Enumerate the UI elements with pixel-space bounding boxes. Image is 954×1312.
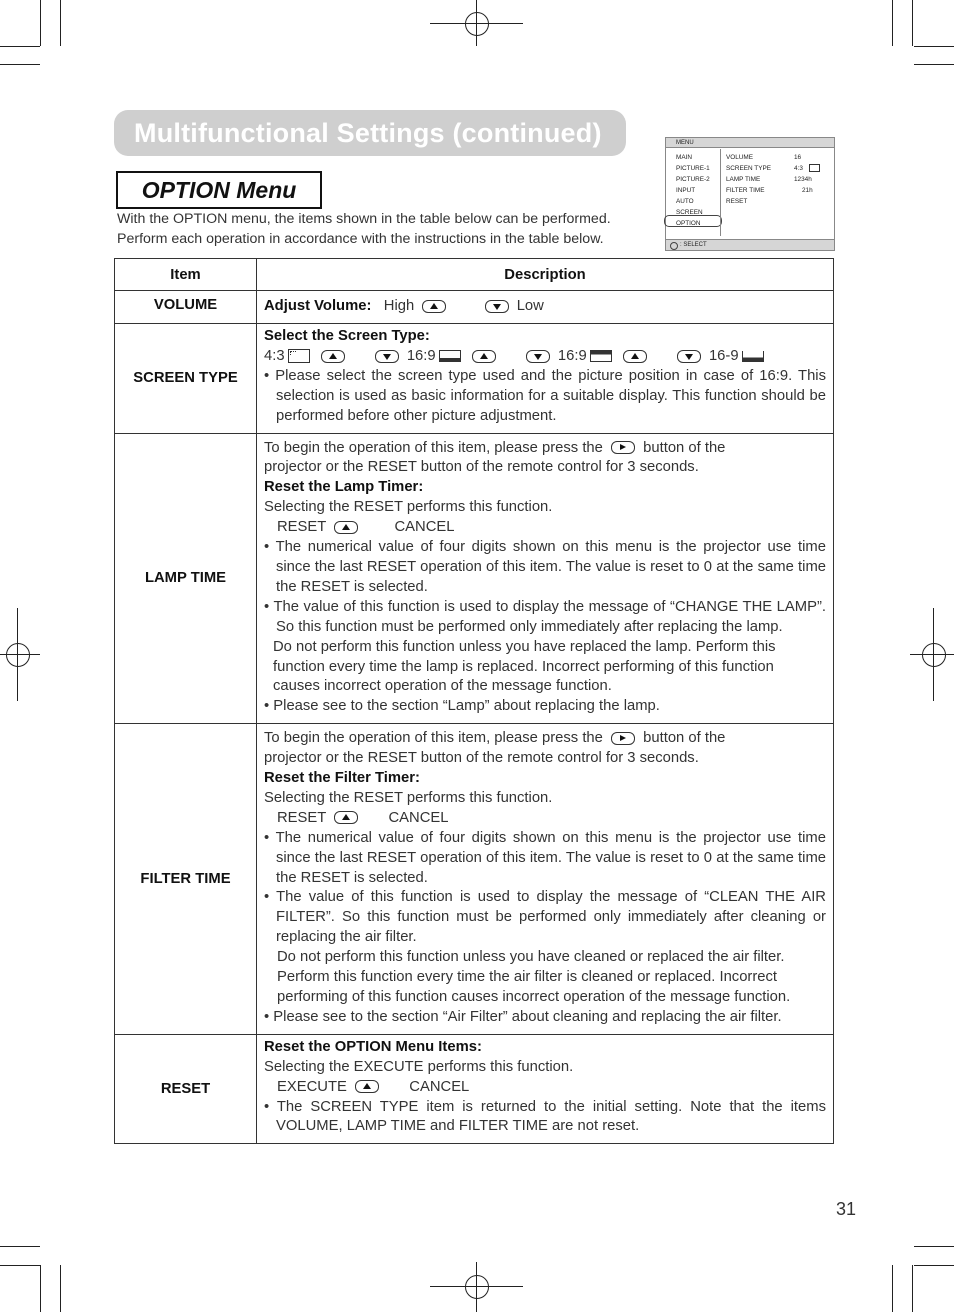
crop-mark	[910, 654, 954, 655]
reset-cancel: CANCEL	[409, 1078, 470, 1095]
filter-reset-options	[264, 809, 826, 829]
lamp-line1: Selecting the RESET performs this function.	[264, 499, 553, 516]
menu-left-item: PICTURE-1	[676, 165, 710, 172]
volume-low: Low	[516, 298, 544, 314]
desc-reset	[257, 1034, 834, 1144]
desc-volume	[257, 291, 834, 324]
item-lamp-time: LAMP TIME	[115, 433, 257, 724]
menu-value: 4:3	[794, 165, 803, 172]
reset-execute: EXECUTE	[277, 1078, 347, 1095]
table-row	[115, 1034, 834, 1144]
down-arrow-button-icon	[526, 350, 550, 363]
menu-left-item: INPUT	[676, 187, 696, 194]
crop-mark	[17, 608, 18, 701]
menu-mid-item: FILTER TIME	[726, 187, 765, 194]
reset-bullet: • The SCREEN TYPE item is returned to the initial setting. Note that the items VOLUME, LAMP TIME and FILTER TIME are not reset.	[264, 1098, 826, 1135]
crop-mark	[892, 0, 893, 46]
filter-intro-c: projector or the RESET button of the remote control for 3 seconds.	[264, 750, 699, 767]
crop-mark	[0, 64, 40, 65]
menu-footer	[666, 239, 834, 250]
lamp-bullet3: • Please see to the section “Lamp” about replacing the lamp.	[264, 698, 660, 715]
select-icon	[670, 242, 678, 250]
crop-mark	[476, 1262, 477, 1312]
menu-mid-item: SCREEN TYPE	[726, 165, 771, 172]
filter-intro-b: button of the	[643, 730, 726, 747]
item-filter-time: FILTER TIME	[115, 724, 257, 1035]
table-row	[115, 324, 834, 434]
up-arrow-button-icon	[334, 811, 358, 824]
lamp-cancel: CANCEL	[394, 519, 455, 536]
page-number: 31	[836, 1199, 857, 1219]
page-title: Multifunctional Settings (continued)	[134, 117, 602, 148]
reset-label: Reset the OPTION Menu Items:	[264, 1038, 482, 1055]
up-arrow-button-icon	[355, 1080, 379, 1093]
crop-mark	[60, 0, 61, 46]
screen-opt-43: 4:3	[264, 347, 285, 364]
right-arrow-button-icon	[611, 441, 635, 454]
screen-43-icon	[809, 164, 820, 172]
menu-value: 16	[794, 154, 802, 161]
filter-cancel: CANCEL	[388, 809, 449, 826]
lamp-intro-c: projector or the RESET button of the remote control for 3 seconds.	[264, 459, 699, 476]
crop-mark	[60, 1265, 61, 1312]
filter-reset: RESET	[277, 809, 327, 826]
up-arrow-button-icon	[334, 521, 358, 534]
registration-mark	[6, 643, 30, 667]
up-arrow-button-icon	[321, 350, 345, 363]
crop-mark	[914, 1246, 954, 1247]
menu-header: MENU	[666, 138, 834, 148]
menu-value: 1234h	[794, 176, 812, 183]
filter-label: Reset the Filter Timer:	[264, 770, 420, 787]
header-item: Item	[115, 259, 257, 291]
reset-options	[264, 1078, 826, 1098]
menu-value: 21h	[802, 187, 813, 194]
filter-bullet2: • The value of this function is used to display the message of “CLEAN THE AIR FILTER”. So this function must be performed only immediately after cleaning or replacing the air filter.	[264, 889, 826, 946]
menu-mid-list	[726, 152, 771, 207]
screen-169-top-icon	[590, 350, 612, 362]
right-arrow-button-icon	[611, 732, 635, 745]
menu-left-item: PICTURE-2	[676, 176, 710, 183]
filter-bullet3: • Please see to the section “Air Filter” about cleaning and replacing the air filter.	[264, 1008, 782, 1025]
crop-mark	[0, 1246, 40, 1247]
intro-line: With the OPTION menu, the items shown in the table below can be performed.	[117, 211, 611, 227]
lamp-intro	[264, 439, 826, 459]
menu-left-item: OPTION	[676, 220, 701, 227]
table-row	[115, 724, 834, 1035]
desc-lamp-time	[257, 433, 834, 724]
screen-16-9-icon	[742, 351, 764, 362]
lamp-intro-b: button of the	[643, 439, 726, 456]
up-arrow-button-icon	[422, 300, 446, 313]
menu-mid-item: VOLUME	[726, 154, 753, 161]
registration-mark	[465, 12, 489, 36]
menu-values	[794, 152, 820, 196]
crop-mark	[0, 1265, 40, 1266]
option-table	[114, 258, 834, 1144]
screen-169-icon	[439, 350, 461, 362]
crop-mark	[914, 46, 954, 47]
menu-mid-item: RESET	[726, 198, 748, 205]
section-heading-box	[116, 171, 322, 209]
menu-left-item: AUTO	[676, 198, 694, 205]
registration-mark	[922, 643, 946, 667]
registration-mark	[465, 1275, 489, 1299]
up-arrow-button-icon	[472, 350, 496, 363]
table-row	[115, 433, 834, 724]
crop-mark	[914, 1265, 954, 1266]
crop-mark	[912, 0, 913, 46]
lamp-bullet2: • The value of this function is used to display the message of “CHANGE THE LAMP”. So this function must be performed only immediately after replacing the lamp.	[264, 598, 826, 635]
down-arrow-button-icon	[485, 300, 509, 313]
up-arrow-button-icon	[623, 350, 647, 363]
intro-line: Perform each operation in accordance with the instructions in the table below.	[117, 231, 604, 247]
screen-43-icon	[288, 349, 310, 363]
lamp-note: Do not perform this function unless you have replaced the lamp. Perform this function every time the lamp is replaced. Incorrect performing of this function causes incorrect operation of the message function.	[273, 638, 776, 695]
filter-intro	[264, 729, 826, 749]
down-arrow-button-icon	[375, 350, 399, 363]
crop-mark	[912, 1265, 913, 1312]
lamp-bullet1: • The numerical value of four digits shown on this menu is the projector use time since the last RESET operation of this item. The value is reset to 0 at the same time the RESET is selected.	[264, 539, 826, 595]
filter-note: Do not perform this function unless you have cleaned or replaced the air filter. Perform this function every time the air filter is cleaned or replaced. Incorrect performing of this function causes incorrect operation of the message function.	[277, 949, 791, 1005]
screen-opt-169-top: 16:9	[557, 347, 587, 364]
desc-filter-time	[257, 724, 834, 1035]
screen-type-note: • Please select the screen type used and the picture position in case of 16:9. This selection is used as basic information for a suitable display. This function should be performed before other picture adjustment.	[264, 367, 826, 424]
crop-mark	[476, 0, 477, 46]
screen-type-options	[264, 347, 826, 367]
table-header-row	[115, 259, 834, 291]
menu-mid-item: LAMP TIME	[726, 176, 761, 183]
menu-preview	[665, 137, 835, 251]
item-screen-type: SCREEN TYPE	[115, 324, 257, 434]
crop-mark	[0, 654, 40, 655]
filter-bullet1: • The numerical value of four digits shown on this menu is the projector use time since the last RESET operation of this item. The value is reset to 0 at the same time the RESET is selected.	[264, 829, 826, 886]
crop-mark	[914, 64, 954, 65]
menu-footer-text: : SELECT	[680, 242, 707, 248]
crop-mark	[933, 608, 934, 701]
crop-mark	[0, 46, 40, 47]
screen-type-label: Select the Screen Type:	[264, 328, 430, 344]
menu-divider	[720, 149, 721, 236]
desc-screen-type	[257, 324, 834, 434]
section-heading: OPTION Menu	[141, 176, 297, 203]
lamp-intro-a: To begin the operation of this item, please press the	[264, 439, 603, 456]
menu-left-item: SCREEN	[676, 209, 703, 216]
volume-label: Adjust Volume:	[264, 298, 372, 314]
reset-line1: Selecting the EXECUTE performs this function.	[264, 1058, 574, 1075]
menu-selection-highlight	[664, 215, 722, 227]
filter-line1: Selecting the RESET performs this function.	[264, 789, 553, 806]
down-arrow-button-icon	[677, 350, 701, 363]
intro-text	[117, 209, 637, 249]
filter-intro-a: To begin the operation of this item, please press the	[264, 730, 603, 747]
crop-mark	[40, 1265, 41, 1312]
header-description: Description	[257, 259, 834, 291]
screen-opt-169: 16:9	[406, 347, 436, 364]
item-reset: RESET	[115, 1034, 257, 1144]
menu-left-item: MAIN	[676, 154, 692, 161]
volume-high: High	[383, 298, 415, 314]
lamp-reset: RESET	[277, 519, 327, 536]
item-volume: VOLUME	[115, 291, 257, 324]
screen-opt-16-9: 16-9	[708, 347, 739, 364]
lamp-reset-options	[264, 518, 826, 538]
crop-mark	[892, 1265, 893, 1312]
crop-mark	[40, 0, 41, 46]
page-title-bar	[114, 110, 626, 156]
table-row	[115, 291, 834, 324]
lamp-label: Reset the Lamp Timer:	[264, 479, 424, 496]
